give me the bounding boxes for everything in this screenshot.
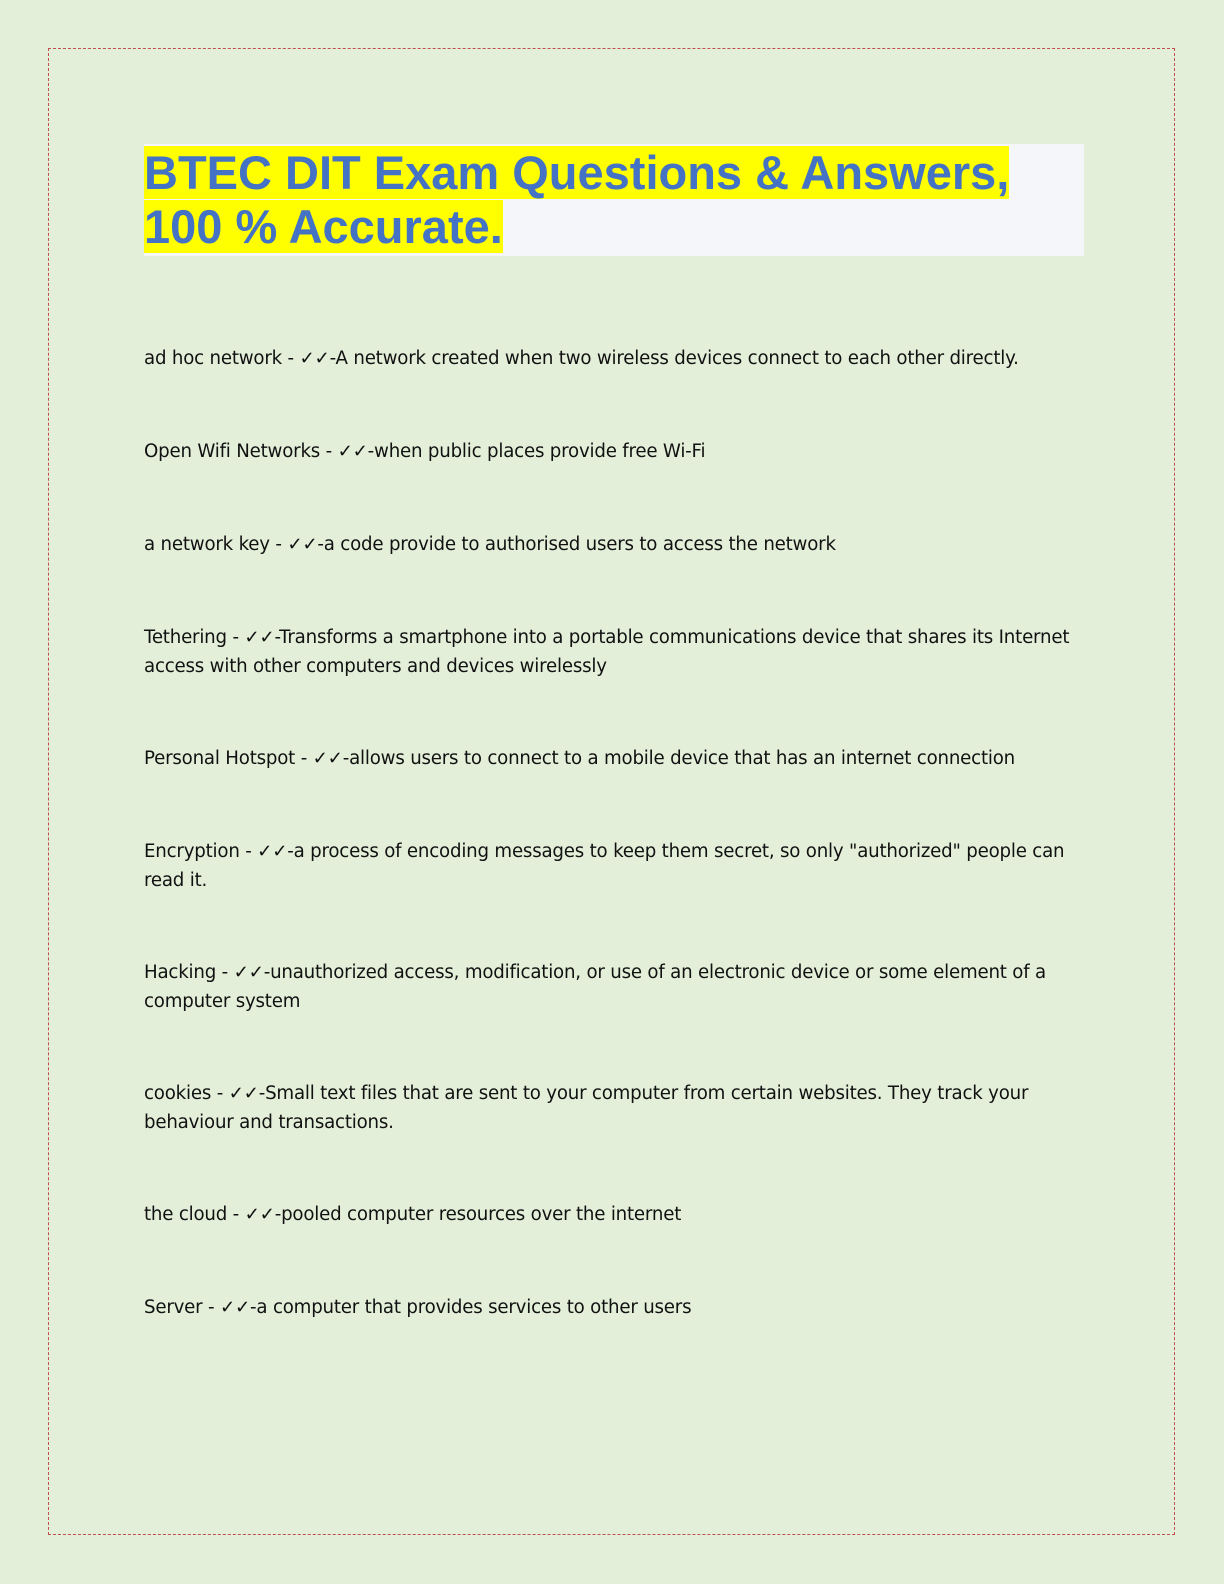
entry-term: Personal Hotspot [144,748,296,769]
entry-definition: Transforms a smartphone into a portable communications device that shares its Internet access with other computers and devices wirelessly [144,627,1070,677]
entry-open-wifi-networks [144,437,1084,466]
check-separator: - ✓✓- [269,534,324,555]
entry-personal-hotspot [144,744,1084,773]
entry-cookies [144,1079,1084,1137]
entry-definition: when public places provide free Wi-Fi [374,441,706,462]
entry-network-key [144,530,1084,559]
entry-definition: pooled computer resources over the internet [281,1204,682,1225]
title-line-1: BTEC DIT Exam Questions & Answers, [144,146,1010,199]
check-separator: - ✓✓- [226,627,280,648]
entry-tethering [144,623,1084,681]
check-separator: - ✓✓- [216,962,271,983]
entry-definition: A network created when two wireless devices connect to each other directly. [335,348,1019,369]
check-separator: - ✓✓- [295,748,350,769]
entry-hacking [144,958,1084,1016]
entry-the-cloud [144,1200,1084,1229]
entry-definition: a code provide to authorised users to access the network [323,534,836,555]
entry-term: Tethering [144,627,227,648]
entry-definition: a computer that provides services to other users [256,1297,692,1318]
entry-term: ad hoc network [144,348,282,369]
entry-term: Open Wifi Networks [144,441,321,462]
check-separator: - ✓✓- [227,1204,282,1225]
check-separator: - ✓✓- [239,841,294,862]
entry-term: Server [144,1297,203,1318]
check-separator: - ✓✓- [320,441,375,462]
entry-term: the cloud [144,1204,228,1225]
entry-term: a network key [144,534,270,555]
entry-ad-hoc-network [144,344,1084,373]
entry-definition: unauthorized access, modification, or use of an electronic device or some element of a computer system [144,962,1046,1012]
title-line-2: 100 % Accurate. [144,200,503,253]
entry-term: Hacking [144,962,217,983]
check-separator: - ✓✓- [281,348,336,369]
entry-list [144,344,1084,1386]
document-title [144,144,1084,254]
title-block [144,144,1084,256]
entry-term: Encryption [144,841,240,862]
entry-definition: a process of encoding messages to keep them secret, so only "authorized" people can read it. [144,841,1065,891]
entry-term: cookies [144,1083,212,1104]
entry-server [144,1293,1084,1322]
check-separator: - ✓✓- [211,1083,266,1104]
check-separator: - ✓✓- [202,1297,257,1318]
entry-definition: Small text files that are sent to your computer from certain websites. They track your behaviour and transactions. [144,1083,1029,1133]
entry-encryption [144,837,1084,895]
entry-definition: allows users to connect to a mobile device that has an internet connection [349,748,1015,769]
